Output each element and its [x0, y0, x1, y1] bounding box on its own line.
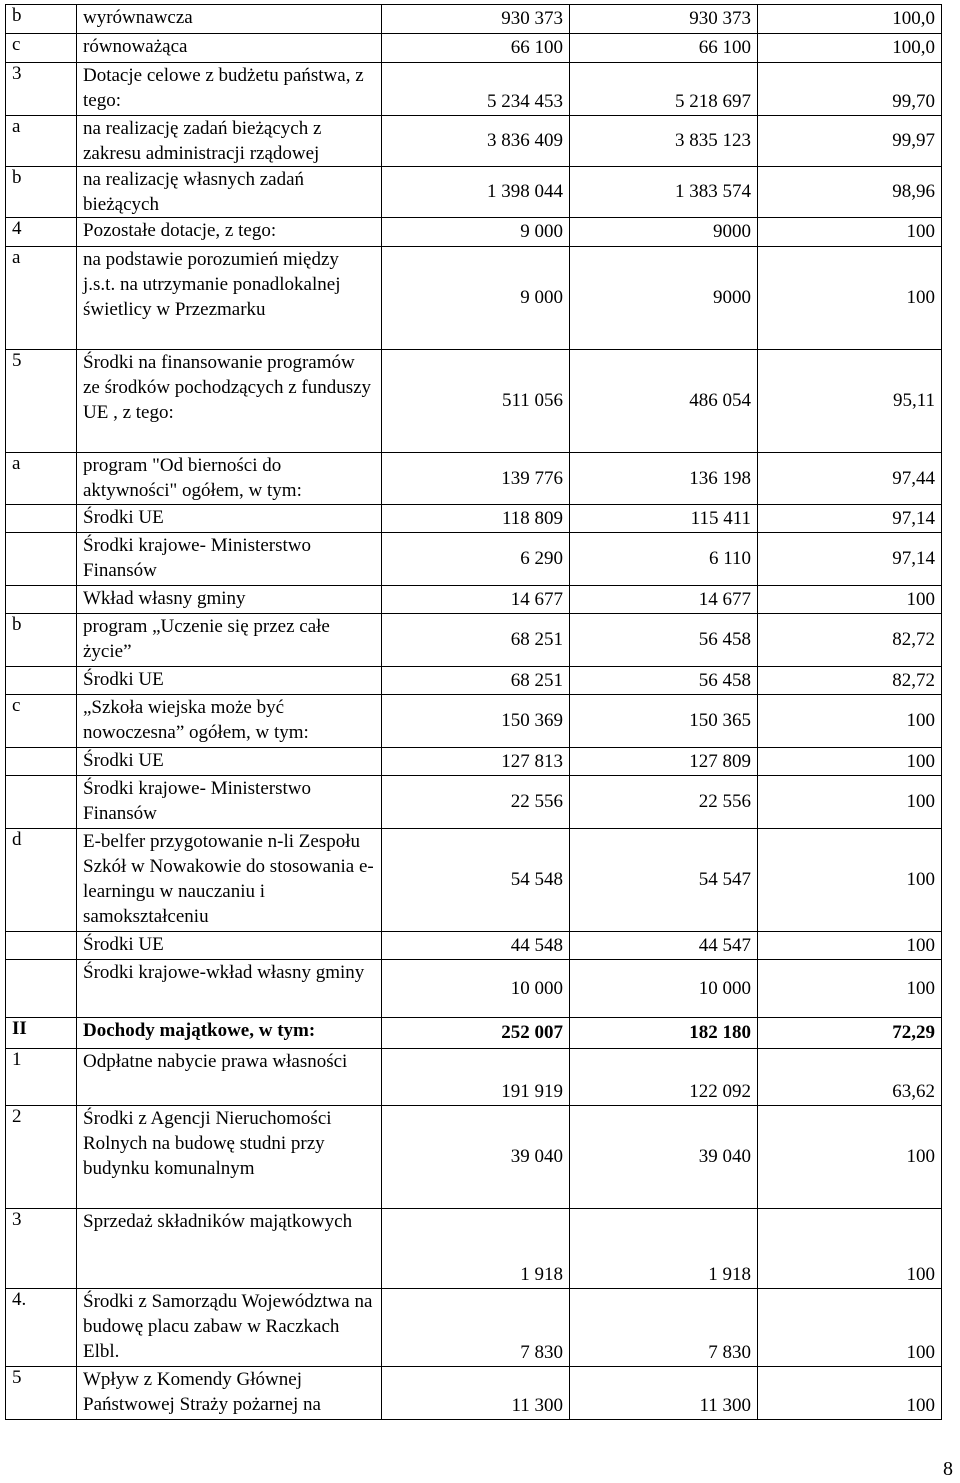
- planned-amount: 54 548: [382, 829, 570, 932]
- table-row: [6, 960, 942, 1018]
- row-index: a: [6, 247, 77, 350]
- executed-amount: 66 100: [570, 34, 758, 63]
- table-row: [6, 167, 942, 218]
- executed-amount: 39 040: [570, 1106, 758, 1209]
- row-index: c: [6, 695, 77, 748]
- row-description: Środki krajowe- Ministerstwo Finansów: [77, 533, 382, 586]
- executed-amount: 22 556: [570, 776, 758, 829]
- row-description: Środki na finansowanie programów ze środków pochodzących z funduszy UE , z tego:: [77, 350, 382, 453]
- table-row: [6, 1209, 942, 1289]
- table-row: [6, 1049, 942, 1106]
- executed-amount: 122 092: [570, 1049, 758, 1106]
- table-row: [6, 932, 942, 960]
- execution-percent: 72,29: [758, 1018, 942, 1049]
- executed-amount: 182 180: [570, 1018, 758, 1049]
- executed-amount: 14 677: [570, 586, 758, 614]
- row-description: Odpłatne nabycie prawa własności: [77, 1049, 382, 1106]
- table-row: [6, 116, 942, 167]
- executed-amount: 44 547: [570, 932, 758, 960]
- row-index: 4: [6, 218, 77, 247]
- table-row: [6, 748, 942, 776]
- executed-amount: 930 373: [570, 5, 758, 34]
- execution-percent: 100: [758, 748, 942, 776]
- row-description: Środki krajowe- Ministerstwo Finansów: [77, 776, 382, 829]
- row-description: „Szkoła wiejska może być nowoczesna” ogółem, w tym:: [77, 695, 382, 748]
- planned-amount: 68 251: [382, 667, 570, 695]
- execution-percent: 100,0: [758, 34, 942, 63]
- row-index: d: [6, 829, 77, 932]
- row-description: Środki UE: [77, 667, 382, 695]
- table-row: [6, 350, 942, 453]
- executed-amount: 150 365: [570, 695, 758, 748]
- row-index: b: [6, 5, 77, 34]
- row-description: Środki UE: [77, 505, 382, 533]
- execution-percent: 100: [758, 586, 942, 614]
- row-index: [6, 776, 77, 829]
- planned-amount: 1 398 044: [382, 167, 570, 218]
- table-row: [6, 586, 942, 614]
- table-row: [6, 533, 942, 586]
- row-index: [6, 960, 77, 1018]
- planned-amount: 11 300: [382, 1367, 570, 1420]
- row-description: program "Od bierności do aktywności" ogółem, w tym:: [77, 453, 382, 505]
- table-row: [6, 505, 942, 533]
- executed-amount: 6 110: [570, 533, 758, 586]
- executed-amount: 56 458: [570, 667, 758, 695]
- planned-amount: 39 040: [382, 1106, 570, 1209]
- planned-amount: 118 809: [382, 505, 570, 533]
- executed-amount: 11 300: [570, 1367, 758, 1420]
- row-index: 3: [6, 1209, 77, 1289]
- execution-percent: 82,72: [758, 667, 942, 695]
- planned-amount: 191 919: [382, 1049, 570, 1106]
- row-index: a: [6, 116, 77, 167]
- row-index: 2: [6, 1106, 77, 1209]
- table-row: [6, 1289, 942, 1367]
- row-index: c: [6, 34, 77, 63]
- execution-percent: 100: [758, 1209, 942, 1289]
- execution-percent: 63,62: [758, 1049, 942, 1106]
- execution-percent: 99,70: [758, 63, 942, 116]
- planned-amount: 66 100: [382, 34, 570, 63]
- table-row: [6, 1367, 942, 1420]
- row-index: [6, 533, 77, 586]
- row-index: II: [6, 1018, 77, 1049]
- budget-table: [5, 4, 942, 1420]
- planned-amount: 252 007: [382, 1018, 570, 1049]
- row-description: na realizację własnych zadań bieżących: [77, 167, 382, 218]
- row-description: na realizację zadań bieżących z zakresu administracji rządowej: [77, 116, 382, 167]
- execution-percent: 97,14: [758, 533, 942, 586]
- execution-percent: 100: [758, 218, 942, 247]
- planned-amount: 5 234 453: [382, 63, 570, 116]
- executed-amount: 56 458: [570, 614, 758, 667]
- row-index: 1: [6, 1049, 77, 1106]
- planned-amount: 14 677: [382, 586, 570, 614]
- table-row: [6, 695, 942, 748]
- row-description: równoważąca: [77, 34, 382, 63]
- executed-amount: 127 809: [570, 748, 758, 776]
- planned-amount: 44 548: [382, 932, 570, 960]
- row-description: Dotacje celowe z budżetu państwa, z tego:: [77, 63, 382, 116]
- execution-percent: 100,0: [758, 5, 942, 34]
- planned-amount: 9 000: [382, 247, 570, 350]
- table-row: [6, 34, 942, 63]
- planned-amount: 127 813: [382, 748, 570, 776]
- execution-percent: 97,14: [758, 505, 942, 533]
- execution-percent: 95,11: [758, 350, 942, 453]
- planned-amount: 10 000: [382, 960, 570, 1018]
- planned-amount: 9 000: [382, 218, 570, 247]
- row-index: [6, 586, 77, 614]
- executed-amount: 1 383 574: [570, 167, 758, 218]
- row-index: b: [6, 614, 77, 667]
- executed-amount: 136 198: [570, 453, 758, 505]
- planned-amount: 6 290: [382, 533, 570, 586]
- executed-amount: 54 547: [570, 829, 758, 932]
- row-description: Sprzedaż składników majątkowych: [77, 1209, 382, 1289]
- budget-table-body: [6, 5, 942, 1420]
- executed-amount: 9000: [570, 218, 758, 247]
- table-row: [6, 1106, 942, 1209]
- execution-percent: 100: [758, 1106, 942, 1209]
- execution-percent: 100: [758, 247, 942, 350]
- row-index: [6, 932, 77, 960]
- execution-percent: 100: [758, 1367, 942, 1420]
- row-description: Środki UE: [77, 748, 382, 776]
- executed-amount: 10 000: [570, 960, 758, 1018]
- execution-percent: 99,97: [758, 116, 942, 167]
- row-description: program „Uczenie się przez całe życie”: [77, 614, 382, 667]
- table-row: [6, 247, 942, 350]
- page-number: 8: [943, 1458, 953, 1480]
- table-row: [6, 453, 942, 505]
- table-row: [6, 667, 942, 695]
- planned-amount: 7 830: [382, 1289, 570, 1367]
- executed-amount: 7 830: [570, 1289, 758, 1367]
- table-row: [6, 614, 942, 667]
- executed-amount: 486 054: [570, 350, 758, 453]
- table-row: [6, 1018, 942, 1049]
- row-description: Dochody majątkowe, w tym:: [77, 1018, 382, 1049]
- execution-percent: 98,96: [758, 167, 942, 218]
- row-index: b: [6, 167, 77, 218]
- row-description: E-belfer przygotowanie n-li Zespołu Szkół w Nowakowie do stosowania e-learningu w nauczaniu i samokształceniu: [77, 829, 382, 932]
- executed-amount: 1 918: [570, 1209, 758, 1289]
- row-index: [6, 505, 77, 533]
- row-description: wyrównawcza: [77, 5, 382, 34]
- executed-amount: 3 835 123: [570, 116, 758, 167]
- row-index: 5: [6, 1367, 77, 1420]
- planned-amount: 1 918: [382, 1209, 570, 1289]
- executed-amount: 9000: [570, 247, 758, 350]
- row-description: Środki UE: [77, 932, 382, 960]
- planned-amount: 68 251: [382, 614, 570, 667]
- execution-percent: 100: [758, 829, 942, 932]
- table-row: [6, 5, 942, 34]
- planned-amount: 930 373: [382, 5, 570, 34]
- planned-amount: 139 776: [382, 453, 570, 505]
- executed-amount: 5 218 697: [570, 63, 758, 116]
- execution-percent: 100: [758, 960, 942, 1018]
- planned-amount: 3 836 409: [382, 116, 570, 167]
- row-description: Środki krajowe-wkład własny gminy: [77, 960, 382, 1018]
- execution-percent: 82,72: [758, 614, 942, 667]
- execution-percent: 100: [758, 695, 942, 748]
- row-index: 3: [6, 63, 77, 116]
- row-index: [6, 748, 77, 776]
- planned-amount: 22 556: [382, 776, 570, 829]
- planned-amount: 150 369: [382, 695, 570, 748]
- row-description: Środki z Agencji Nieruchomości Rolnych na budowę studni przy budynku komunalnym: [77, 1106, 382, 1209]
- row-description: Wpływ z Komendy Głównej Państwowej Straży pożarnej na: [77, 1367, 382, 1420]
- row-index: 4.: [6, 1289, 77, 1367]
- table-row: [6, 63, 942, 116]
- row-description: na podstawie porozumień między j.s.t. na utrzymanie ponadlokalnej świetlicy w Przezmarku: [77, 247, 382, 350]
- row-description: Środki z Samorządu Województwa na budowę placu zabaw w Raczkach Elbl.: [77, 1289, 382, 1367]
- table-row: [6, 218, 942, 247]
- executed-amount: 115 411: [570, 505, 758, 533]
- row-description: Pozostałe dotacje, z tego:: [77, 218, 382, 247]
- execution-percent: 100: [758, 932, 942, 960]
- execution-percent: 97,44: [758, 453, 942, 505]
- table-row: [6, 829, 942, 932]
- row-index: a: [6, 453, 77, 505]
- table-row: [6, 776, 942, 829]
- row-index: [6, 667, 77, 695]
- planned-amount: 511 056: [382, 350, 570, 453]
- execution-percent: 100: [758, 1289, 942, 1367]
- row-description: Wkład własny gminy: [77, 586, 382, 614]
- row-index: 5: [6, 350, 77, 453]
- execution-percent: 100: [758, 776, 942, 829]
